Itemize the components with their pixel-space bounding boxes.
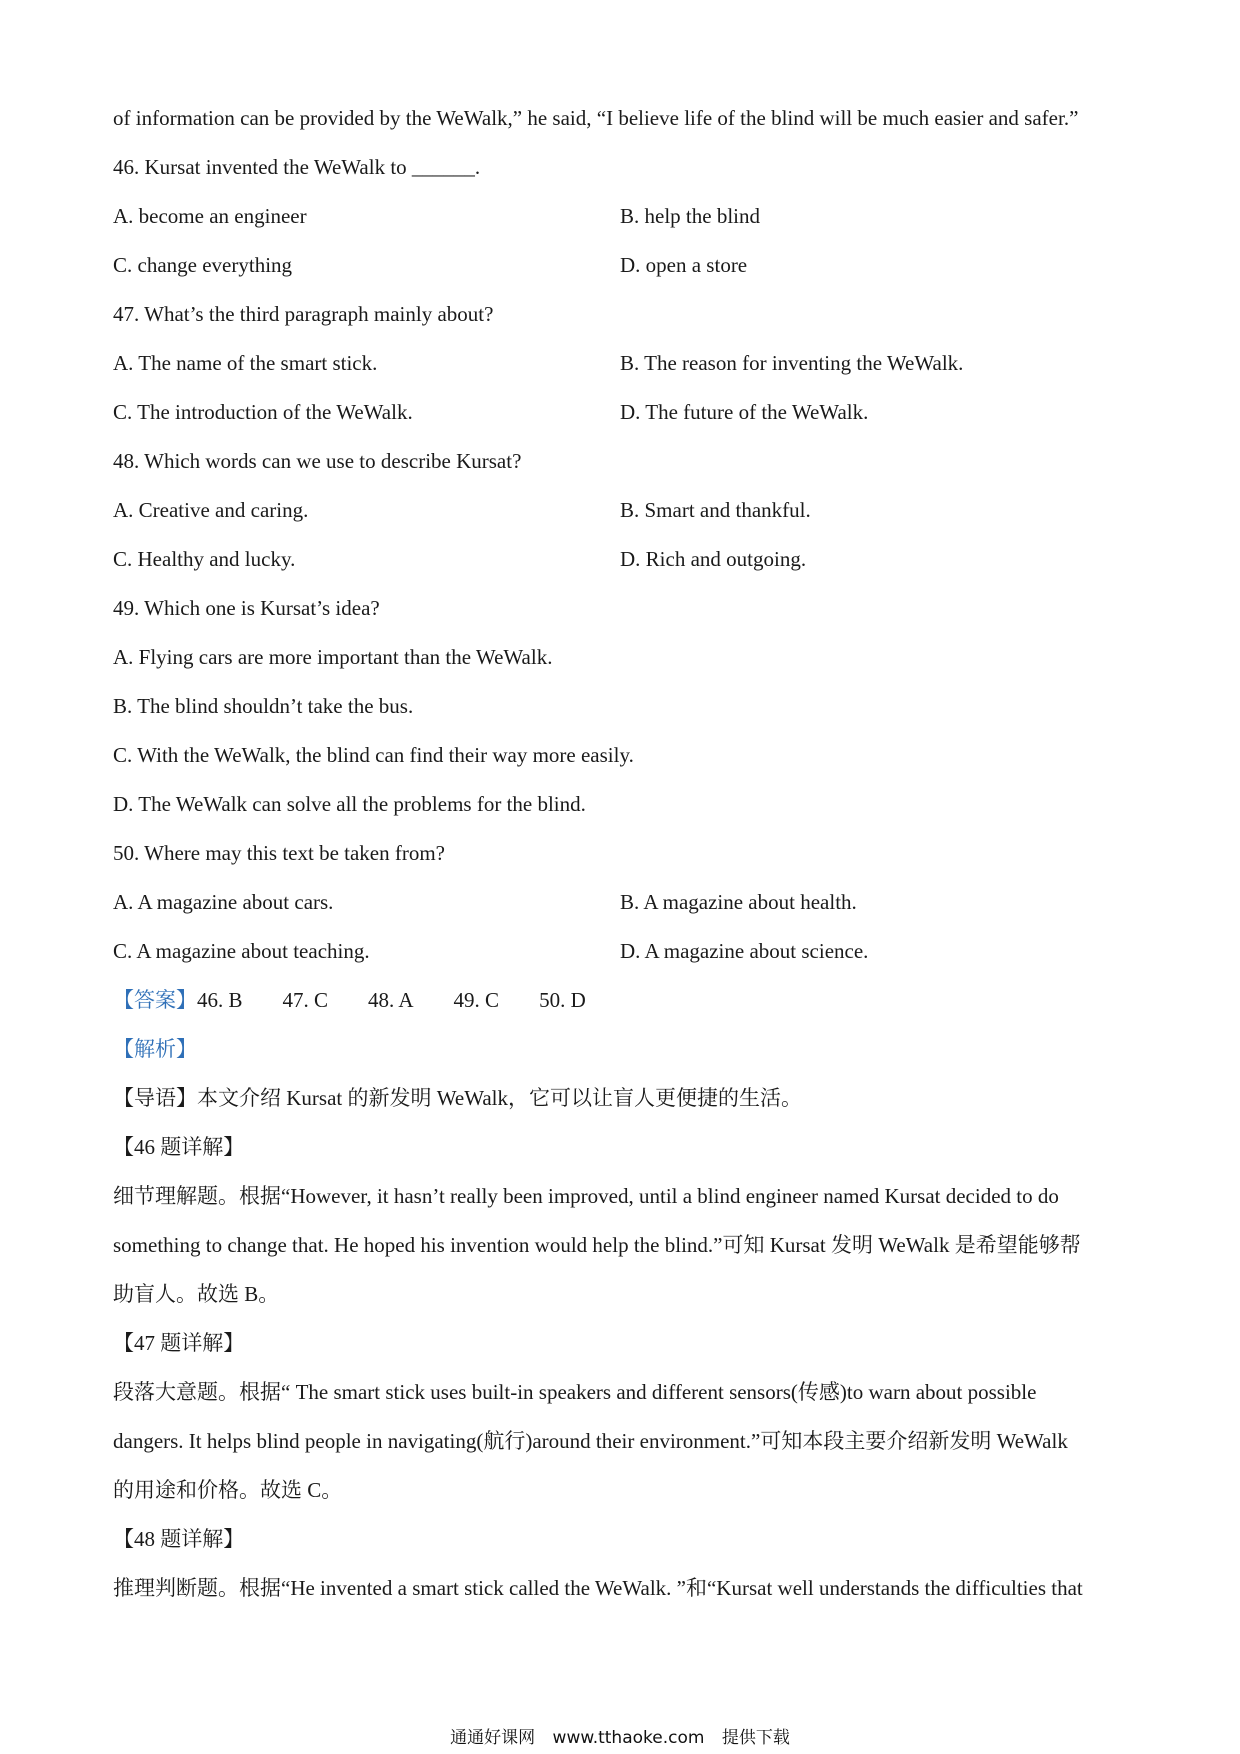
question-50-option-b: B. A magazine about health.: [620, 890, 857, 914]
footer-url[interactable]: www.tthaoke.com: [552, 1728, 705, 1748]
question-46-option-c: C. change everything: [113, 253, 293, 277]
page-footer: [0, 1728, 1240, 1748]
answer-item: 46. B: [197, 988, 243, 1012]
question-47-option-d: D. The future of the WeWalk.: [620, 400, 869, 424]
detail-46-line: something to change that. He hoped his invention would help the blind.”可知 Kursat 发明 WeWalk 是希望能够帮: [113, 1233, 1081, 1257]
intro-line: of information can be provided by the WeWalk,” he said, “I believe life of the blind will be much easier and safer.”: [113, 106, 1079, 130]
analysis-label: 【解析】: [113, 1037, 197, 1061]
answer-label: 【答案】: [113, 988, 197, 1012]
answer-item: 50. D: [539, 988, 586, 1012]
question-50-stem: 50. Where may this text be taken from?: [113, 841, 446, 865]
question-49-stem: 49. Which one is Kursat’s idea?: [113, 596, 380, 620]
answer-row: [113, 988, 586, 1012]
answer-item: 48. A: [368, 988, 414, 1012]
detail-46-heading: 【46 题详解】: [113, 1135, 245, 1159]
question-49-option-b: B. The blind shouldn’t take the bus.: [113, 694, 414, 718]
detail-46-line: 细节理解题。根据“However, it hasn’t really been improved, until a blind engineer named Kursat decided to do: [113, 1184, 1059, 1208]
question-48-option-a: A. Creative and caring.: [113, 498, 309, 522]
question-50-option-d: D. A magazine about science.: [620, 939, 869, 963]
question-49-option-d: D. The WeWalk can solve all the problems for the blind.: [113, 792, 586, 816]
answer-item: 49. C: [453, 988, 500, 1012]
detail-48-line: 推理判断题。根据“He invented a smart stick called the WeWalk. ”和“Kursat well understands the difficulties that: [113, 1576, 1083, 1600]
question-48-option-b: B. Smart and thankful.: [620, 498, 811, 522]
detail-47-line: 的用途和价格。故选 C。: [113, 1478, 343, 1502]
question-46-option-a: A. become an engineer: [113, 204, 307, 228]
guide-text: 【导语】本文介绍 Kursat 的新发明 WeWalk，它可以让盲人更便捷的生活。: [113, 1086, 802, 1110]
question-47-option-c: C. The introduction of the WeWalk.: [113, 400, 413, 424]
detail-48-heading: 【48 题详解】: [113, 1527, 245, 1551]
question-48-stem: 48. Which words can we use to describe Kursat?: [113, 449, 522, 473]
detail-47-heading: 【47 题详解】: [113, 1331, 245, 1355]
answer-item: 47. C: [282, 988, 329, 1012]
detail-47-line: dangers. It helps blind people in navigating(航行)around their environment.”可知本段主要介绍新发明 WeWalk: [113, 1429, 1068, 1453]
question-50-option-a: A. A magazine about cars.: [113, 890, 334, 914]
question-47-option-a: A. The name of the smart stick.: [113, 351, 378, 375]
question-46-option-b: B. help the blind: [620, 204, 760, 228]
footer-site-name: 通通好课网: [450, 1728, 536, 1748]
question-47-stem: 47. What’s the third paragraph mainly about?: [113, 302, 494, 326]
detail-47-line: 段落大意题。根据“ The smart stick uses built-in speakers and different sensors(传感)to warn about possible: [113, 1380, 1037, 1404]
question-47-option-b: B. The reason for inventing the WeWalk.: [620, 351, 964, 375]
question-48-option-c: C. Healthy and lucky.: [113, 547, 296, 571]
question-50-option-c: C. A magazine about teaching.: [113, 939, 370, 963]
question-48-option-d: D. Rich and outgoing.: [620, 547, 807, 571]
question-49-option-a: A. Flying cars are more important than the WeWalk.: [113, 645, 553, 669]
footer-note: 提供下载: [721, 1728, 790, 1748]
question-49-option-c: C. With the WeWalk, the blind can find their way more easily.: [113, 743, 634, 767]
detail-46-line: 助盲人。故选 B。: [113, 1282, 280, 1306]
question-46-stem: 46. Kursat invented the WeWalk to ______.: [113, 155, 481, 179]
question-46-option-d: D. open a store: [620, 253, 748, 277]
